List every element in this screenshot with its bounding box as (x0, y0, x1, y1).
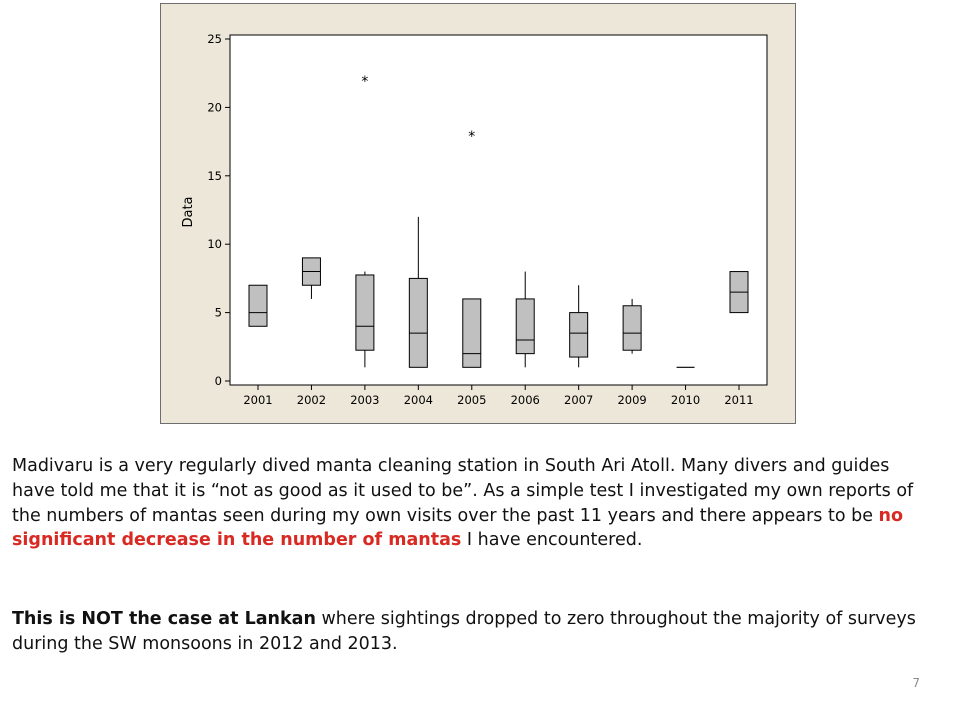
x-tick-label: 2007 (564, 393, 594, 407)
x-tick-label: 2001 (243, 393, 273, 407)
box-iqr (409, 278, 427, 367)
highlight-text: no significant decrease in the number of mantas (12, 505, 904, 551)
description-paragraph (12, 454, 932, 553)
box-iqr (356, 275, 374, 350)
x-tick-label: 2010 (670, 393, 701, 407)
box-iqr (570, 313, 588, 357)
y-axis (207, 32, 230, 388)
boxplot-chart (161, 4, 797, 425)
x-tick-label: 2004 (403, 393, 433, 407)
paragraph-text-rest: where sightings dropped to zero throughout the majority of surveys during the SW monsoons in 2012 and 2013. (12, 609, 916, 654)
x-axis (243, 385, 753, 407)
outlier-marker: * (468, 128, 476, 145)
page-number: 7 (912, 676, 920, 690)
box-iqr (463, 299, 481, 367)
x-tick-label: 2002 (296, 393, 327, 407)
x-tick-label: 2006 (510, 393, 540, 407)
y-tick-label: 20 (207, 100, 222, 115)
y-axis-label: Data (181, 196, 196, 228)
y-tick-label: 15 (207, 168, 222, 183)
box-iqr (249, 285, 267, 326)
paragraph-text-end: I have encountered. (461, 530, 643, 551)
outlier-marker: * (361, 74, 369, 91)
x-tick-label: 2003 (350, 393, 380, 407)
box-2011 (730, 272, 748, 313)
lankan-paragraph (12, 607, 932, 657)
y-tick-label: 25 (207, 32, 222, 46)
y-tick-label: 5 (214, 305, 222, 320)
y-tick-label: 0 (214, 374, 222, 388)
bold-statement: This is NOT the case at Lankan (12, 609, 316, 629)
chart-frame (160, 3, 796, 424)
y-tick-label: 10 (207, 237, 222, 252)
box-iqr (623, 306, 641, 350)
box-2009 (623, 299, 641, 354)
paragraph-text: Madivaru is a very regularly dived manta cleaning station in South Ari Atoll. Many divers and guides have told me that it is “not as good as it used to be”. As a simple test I investigated my own reports of the numbers of mantas seen during my own visits over the past 11 years and there appears to be (12, 456, 914, 526)
x-tick-label: 2009 (617, 393, 647, 407)
box-2001 (249, 285, 267, 326)
box-iqr (516, 299, 534, 354)
plot-area (230, 35, 767, 385)
x-tick-label: 2005 (457, 393, 487, 407)
x-tick-label: 2011 (724, 393, 754, 407)
